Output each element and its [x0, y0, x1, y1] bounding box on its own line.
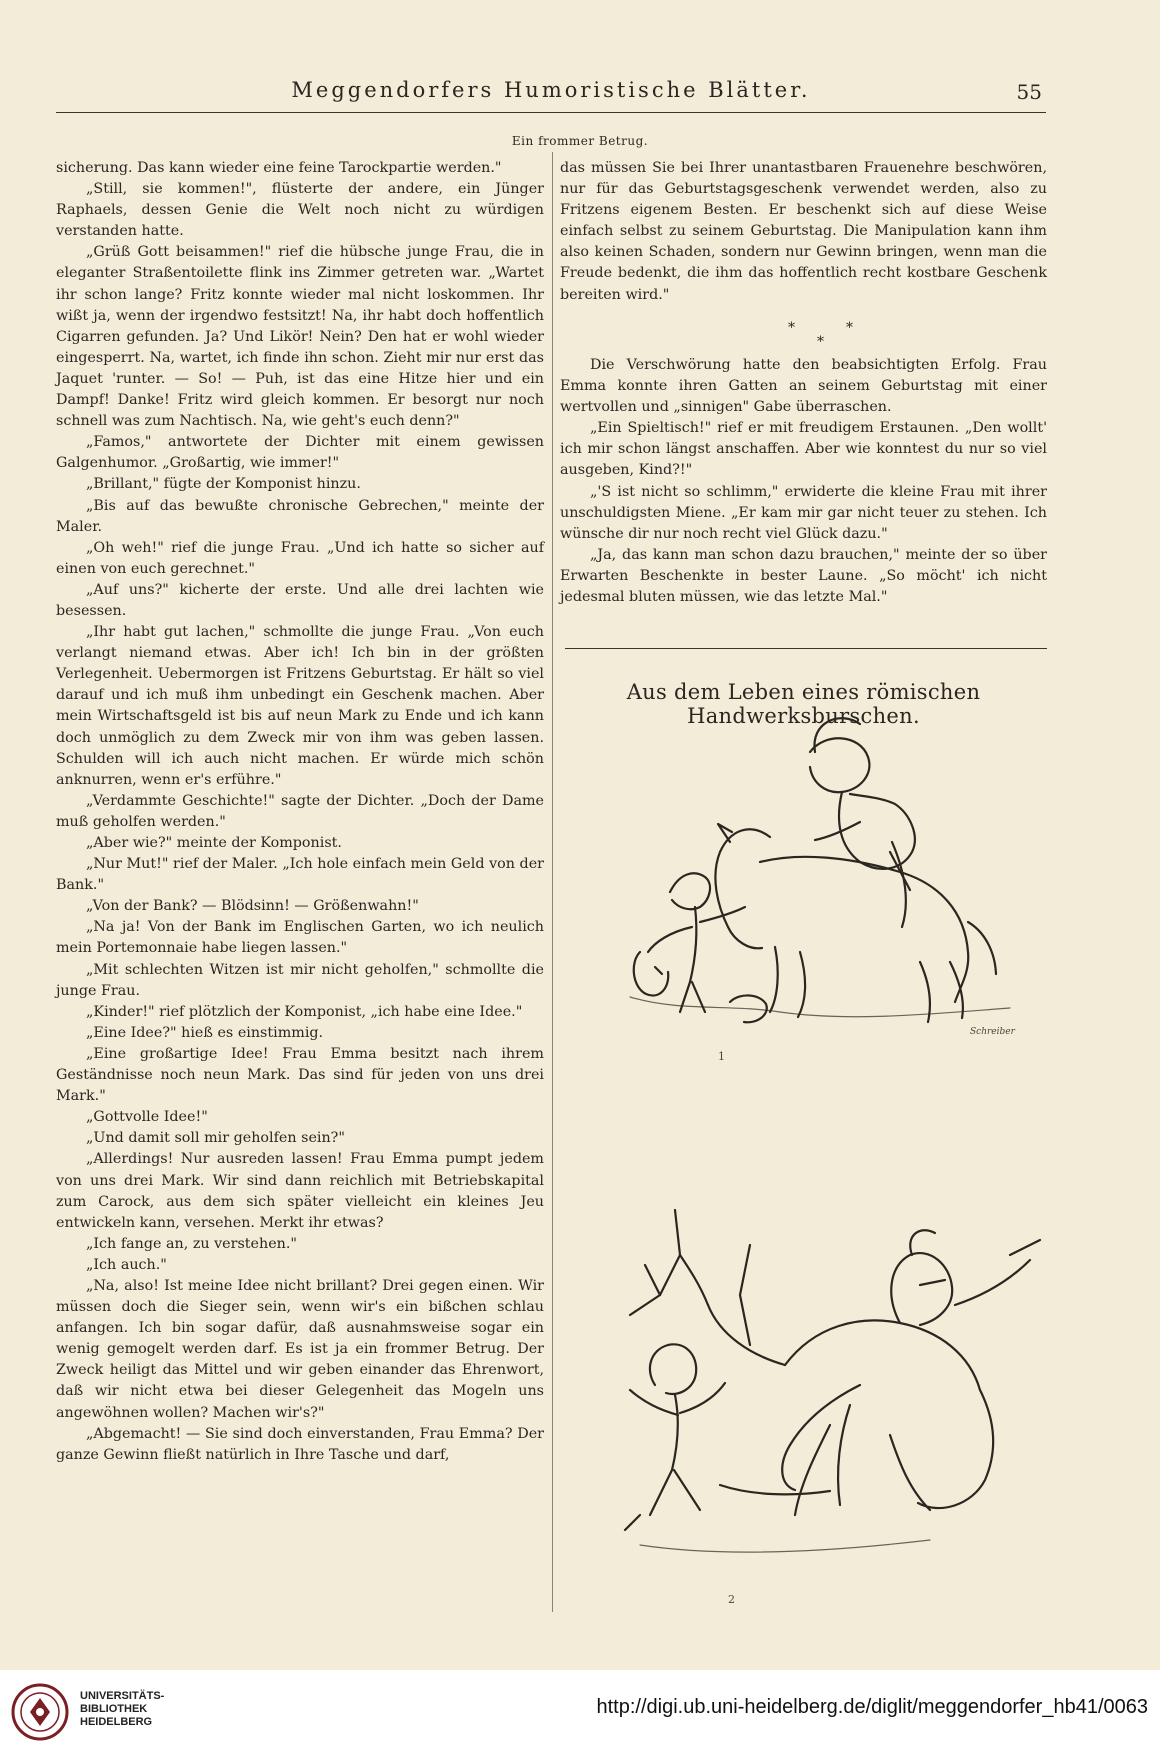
paragraph: „Abgemacht! — Sie sind doch einverstanden, Frau Emma? Der ganze Gewinn fließt natürlich in Ihre Tasche und darf, — [56, 1425, 544, 1463]
source-url[interactable]: http://digi.ub.uni-heidelberg.de/diglit/meggendorfer_hb41/0063 — [596, 1696, 1148, 1718]
paragraph: „Allerdings! Nur ausreden lassen! Frau Emma pumpt jedem von uns drei Mark. Wir sind dann reichlich mit Betriebskapital zum Carock, aus dem sich später vielleicht ein kleines Jeu entwickeln kann, versehen. Merkt ihr etwas? — [56, 1151, 544, 1231]
column-divider — [552, 152, 553, 1612]
right-text-column-bottom — [560, 355, 1047, 608]
library-name-line: HEIDELBERG — [80, 1716, 153, 1728]
illustration-panel-2 — [600, 1185, 1050, 1605]
paragraph: „Verdammte Geschichte!" sagte der Dichter. „Doch der Dame muß geholfen werden." — [56, 792, 544, 830]
paragraph: „Aber wie?" meinte der Komponist. — [86, 835, 342, 851]
library-name-line: UNIVERSITÄTS- — [80, 1690, 165, 1702]
paragraph: „Und damit soll mir geholfen sein?" — [86, 1130, 345, 1147]
left-text-column — [56, 158, 544, 1466]
asterisk: * — [817, 334, 824, 350]
university-seal-icon — [10, 1682, 70, 1742]
paragraph: „Eine Idee?" hieß es einstimmig. — [86, 1024, 324, 1041]
paragraph: „Ihr habt gut lachen," schmollte die junge Frau. „Von euch verlangt niemand etwas. Aber ich! Ich bin in der größten Verlegenheit. Uebermorgen ist Fritzens Geburtstag. Er hält so viel darauf und ich muß ihm unbedingt ein Geschenk machen. Aber mein Wirtschaftsgeld ist bis auf neun Mark zu Ende und ich kann doch unmöglich zu dem Zweck mir von ihm was geben lassen. Schulden will ich auch nicht machen. Er würde mich schön anknurren, wenn er's erführe." — [56, 624, 544, 788]
paragraph: „Eine großartige Idee! Frau Emma besitzt nach ihrem Geständnisse noch neun Mark. Das sind für jeden von uns drei Mark." — [56, 1045, 544, 1105]
paragraph: „Oh weh!" rief die junge Frau. „Und ich hatte so sicher auf einen von euch gerechnet." — [56, 539, 544, 577]
asterisk: * — [846, 320, 853, 336]
library-name-line: BIBLIOTHEK — [80, 1703, 148, 1715]
paragraph: „Still, sie kommen!", flüsterte der andere, ein Jünger Raphaels, dessen Genie die Welt noch nicht zu würdigen verstanden hatte. — [56, 181, 544, 240]
illustration-title: Aus dem Leben eines römischen Handwerksburschen. — [626, 680, 981, 728]
section-rule — [565, 648, 1047, 649]
running-head — [56, 78, 1046, 112]
paragraph: „Nur Mut!" rief der Maler. „Ich hole einfach mein Geld von der Bank." — [56, 856, 544, 894]
running-title: Meggendorfers Humoristische Blätter. — [291, 78, 811, 102]
paragraph: „Grüß Gott beisammen!" rief die hübsche junge Frau, die in eleganter Straßentoilette flink ins Zimmer getreten war. „Wartet ihr schon lange? Fritz konnte wieder mal nicht loskommen. Ihr wißt ja, wenn der irgendwo festsitzt! Na, ihr habt doch hoffentlich Cigarren gefunden. Ja? Und Likör! Nein? Den hat er wohl wieder eingesperrt. Na, wartet, ich finde ihn schon. Zieht mir nur erst das Jaquet 'runter. — So! — Puh, ist das eine Hitze hier und ein Dampf! Danke! Fritz wird gleich kommen. Er besorgt nur noch schnell was zum Nachtisch. Na, wie geht's euch denn?" — [56, 244, 544, 430]
paragraph: das müssen Sie bei Ihrer unantastbaren Frauenehre beschwören, nur für das Geburtstagsgeschenk verwendet werden, also zu Fritzens eigenem Besten. Er beschenkt sich auf diese Weise einfach selbst zu seinem Geburtstag. Die Manipulation kann ihm also keinen Schaden, sondern nur Gewinn bringen, wenn man die Freude bedenkt, die ihm das hoffentlich recht kostbare Geschenk bereiten wird." — [560, 160, 1047, 303]
library-footer — [0, 1670, 1160, 1753]
paragraph: „Auf uns?" kicherte der erste. Und alle drei lachten wie besessen. — [56, 581, 544, 619]
paragraph: „Mit schlechten Witzen ist mir nicht geholfen," schmollte die junge Frau. — [56, 961, 544, 999]
paragraph: „Ja, das kann man schon dazu brauchen," meinte der so über Erwarten Beschenkte in bester Laune. „So möcht' ich nicht jedesmal bluten müssen, wie das letzte Mal." — [560, 546, 1047, 606]
paragraph: „Famos," antwortete der Dichter mit einem gewissen Galgenhumor. „Großartig, wie immer!" — [56, 434, 544, 472]
asterisk: * — [788, 320, 795, 336]
paragraph: „Von der Bank? — Blödsinn! — Größenwahn!" — [86, 898, 419, 915]
panel-number: 2 — [728, 1593, 735, 1605]
paragraph: „Ich fange an, zu verstehen." — [86, 1235, 298, 1252]
right-text-column-top — [560, 158, 1047, 306]
artist-signature: Schreiber — [970, 1027, 1015, 1037]
page-number: 55 — [1016, 80, 1042, 104]
paragraph: „'S ist nicht so schlimm," erwiderte die kleine Frau mit ihrer unschuldigsten Miene. „Er kam mir gar nicht teuer zu stehen. Ich wünsche dir nur noch recht viel Glück dazu." — [560, 483, 1047, 542]
paragraph: „Gottvolle Idee!" — [86, 1109, 208, 1126]
paragraph: sicherung. Das kann wieder eine feine Tarockpartie werden." — [56, 160, 502, 176]
section-title: Ein frommer Betrug. — [511, 134, 649, 148]
panel-number: 1 — [718, 1050, 725, 1063]
paragraph: Die Verschwörung hatte den beabsichtigten Erfolg. Frau Emma konnte ihren Gatten an seinem Geburtstag mit einer wertvollen und „sinnigen" Gabe überraschen. — [560, 357, 1047, 416]
paragraph: „Na, also! Ist meine Idee nicht brillant? Drei gegen einen. Wir müssen doch die Sieger sein, wenn wir's ein bißchen schlau anfangen. Ich bin sogar dafür, daß ausnahmsweise sogar ein wenig gemogelt werden darf. Es ist ja ein frommer Betrug. Der Zweck heiligt das Mittel und wir geben einander das Ehrenwort, daß wir nicht etwa bei dieser Gelegenheit das Mogeln uns angewöhnen wollen? Machen wir's?" — [56, 1277, 544, 1421]
asterism — [560, 320, 1047, 356]
paragraph: „Kinder!" rief plötzlich der Komponist, „ich habe eine Idee." — [86, 1003, 523, 1020]
illustration-panel-1 — [610, 712, 1050, 1132]
library-name — [80, 1690, 164, 1729]
paragraph: „Bis auf das bewußte chronische Gebrechen," meinte der Maler. — [56, 497, 544, 535]
paragraph: „Ein Spieltisch!" rief er mit freudigem Erstaunen. „Den wollt' ich mir schon längst anschaffen. Aber wie konntest du nur so viel ausgeben, Kind?!" — [560, 420, 1047, 479]
header-rule — [56, 112, 1046, 113]
paragraph: „Brillant," fügte der Komponist hinzu. — [86, 476, 361, 493]
paragraph: „Na ja! Von der Bank im Englischen Garten, wo ich neulich mein Portemonnaie habe liegen lassen." — [56, 919, 544, 957]
paragraph: „Ich auch." — [86, 1256, 167, 1273]
